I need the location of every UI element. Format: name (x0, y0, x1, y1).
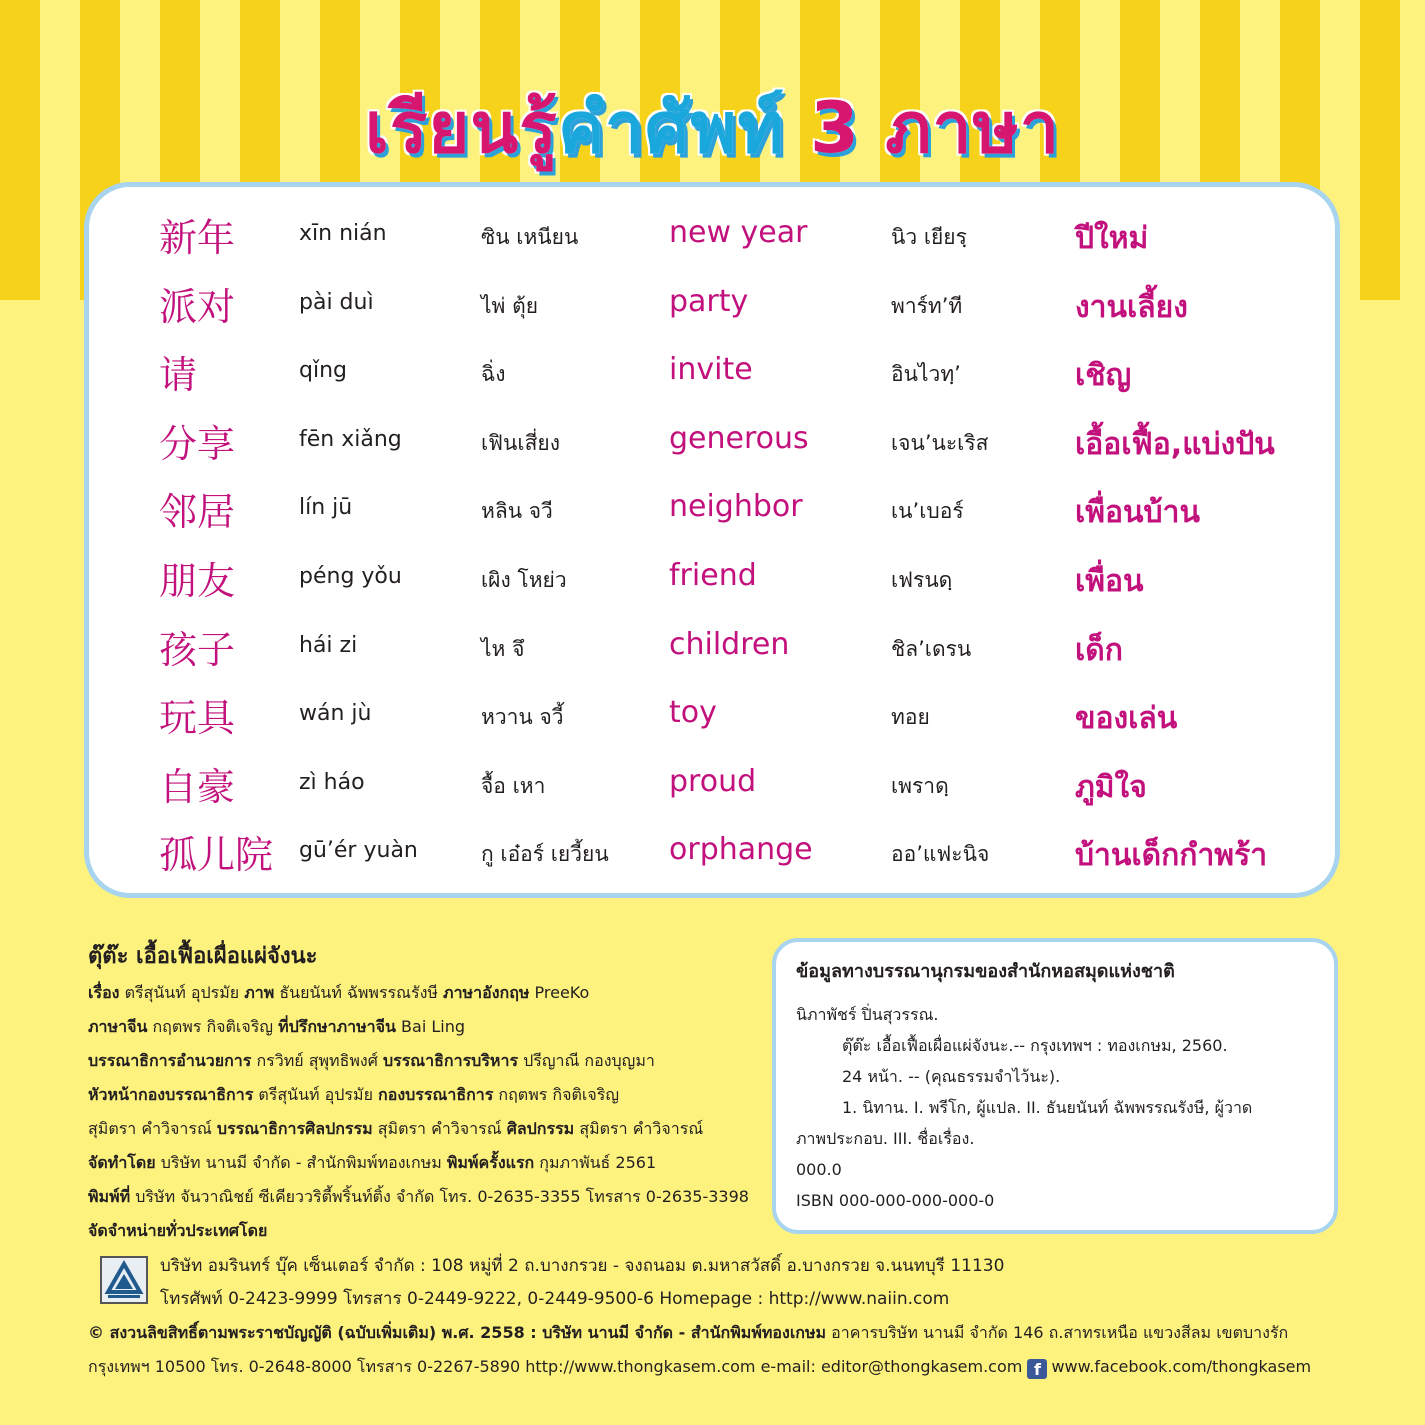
english-reading-thai: เจน’นะเริส (891, 430, 989, 455)
credit-value: สุมิตรา คำวิจารณ์ (574, 1119, 704, 1138)
vocab-row (89, 824, 1335, 892)
title-part-learn: เรียนรู้ (364, 87, 558, 169)
chinese-word: 分享 (159, 421, 236, 466)
pinyin: lín jū (299, 495, 353, 521)
chinese-word: 邻居 (159, 490, 236, 535)
chinese-word: 新年 (159, 216, 236, 260)
thai-word: เพื่อนบ้าน (1075, 495, 1200, 531)
title-part-languages: 3 ภาษา (784, 87, 1061, 169)
chinese-reading-thai: กู เอ๋อร์ เยวี้ยน (481, 842, 609, 867)
credit-label: บรรณาธิการบริหาร (382, 1051, 519, 1070)
thai-word: เอื้อเฟื้อ,แบ่งปัน (1075, 426, 1275, 462)
english-reading-thai: อินไวทฺ’ (891, 362, 961, 387)
chinese-reading-thai: ไห จึ (481, 636, 525, 661)
chinese-reading-thai: ไพ่ ตุ้ย (481, 293, 539, 318)
credit-label: ภาษาอังกฤษ (443, 983, 530, 1002)
thai-word: บ้านเด็กกำพร้า (1075, 838, 1268, 874)
credit-value: ธันยนันท์ ฉัพพรรณรังษี (274, 983, 444, 1002)
vocab-row (89, 276, 1335, 344)
chinese-word: 孩子 (159, 627, 236, 672)
chinese-word: 孤儿院 (159, 833, 274, 878)
credit-label: ภาษาจีน (88, 1017, 148, 1036)
credit-label: กองบรรณาธิการ (378, 1085, 494, 1104)
english-reading-thai: เน’เบอร์ (891, 499, 964, 524)
english-reading-thai: ชิล’เดรน (891, 636, 972, 661)
credit-line (88, 1146, 768, 1180)
credit-value: Bai Ling (395, 1017, 466, 1036)
english-word: party (669, 283, 749, 319)
title-part-vocab: คำศัพท์ (557, 87, 785, 169)
contact-line (88, 1350, 1348, 1384)
english-word: orphange (669, 832, 813, 868)
catalog-title: ข้อมูลทางบรรณานุกรมของสำนักหอสมุดแห่งชาติ (796, 961, 1175, 982)
vocab-row (89, 344, 1335, 412)
english-reading-thai: นิว เยียรฺ (891, 225, 967, 249)
credit-value: บริษัท จันวาณิชย์ ซีเคียววริตี้พริ้นท์ติ้ง จำกัด โทร. 0-2635-3355 โทรสาร 0-2635-3398 (130, 1187, 749, 1206)
vocab-row (89, 550, 1335, 618)
chinese-reading-thai: หลิน จวี (481, 499, 553, 524)
credit-value: กฤตพร กิจติเจริญ (493, 1085, 619, 1104)
credit-value: สุมิตรา คำวิจารณ์ (88, 1119, 217, 1138)
vocab-row (89, 207, 1335, 275)
credit-line (88, 1044, 768, 1078)
credit-value: ตรีสุนันท์ อุปรมัย (119, 983, 245, 1002)
catalog-line: ตุ๊ต๊ะ เอื้อเฟื้อเผื่อแผ่จังนะ.-- กรุงเทพฯ : ทองเกษม, 2560. (842, 1036, 1228, 1055)
credit-label: พิมพ์ครั้งแรก (446, 1153, 535, 1172)
chinese-word: 自豪 (159, 764, 236, 809)
credit-label: หัวหน้ากองบรรณาธิการ (88, 1085, 254, 1104)
vocab-row (89, 481, 1335, 549)
credit-label: จัดจำหน่ายทั่วประเทศโดย (88, 1221, 268, 1240)
english-reading-thai: ออ’แฟะนิจ (891, 842, 990, 867)
facebook-icon: f (1027, 1359, 1047, 1379)
credit-value: PreeKo (529, 983, 590, 1002)
facebook-link[interactable]: www.facebook.com/thongkasem (1051, 1357, 1312, 1376)
credits-block (88, 940, 768, 1248)
pinyin: hái zi (299, 632, 358, 658)
thai-word: เชิญ (1075, 358, 1132, 394)
chinese-word: 请 (159, 353, 198, 398)
chinese-reading-thai: เผิง โหย่ว (481, 568, 567, 592)
catalog-author: นิภาพัชร์ ปิ่นสุวรรณ. (796, 1005, 939, 1024)
credit-label: เรื่อง (88, 983, 120, 1002)
publisher-address: บริษัท อมรินทร์ บุ๊ค เซ็นเตอร์ จำกัด : 108 หมู่ที่ 2 ถ.บางกรวย - จงถนอม ต.มหาสวัสดิ์ อ.บางกรวย จ.นนทบุรี 11130 (160, 1256, 1005, 1276)
english-word: friend (669, 558, 757, 593)
thai-word: เด็ก (1075, 632, 1123, 668)
catalog-line: ภาพประกอบ. III. ชื่อเรื่อง. (796, 1129, 975, 1148)
vocabulary-card (84, 182, 1340, 898)
credit-lines (88, 976, 768, 1248)
credit-value: กุมภาพันธ์ 2561 (534, 1153, 657, 1172)
vocab-row (89, 413, 1335, 481)
english-reading-thai: พาร์ท’ที (891, 293, 963, 318)
credit-label: ที่ปรึกษาภาษาจีน (278, 1017, 396, 1036)
copyright-rest: อาคารบริษัท นานมี จำกัด 146 ถ.สาทรเหนือ แขวงสีลม เขตบางรัก (826, 1323, 1289, 1342)
credit-value: กรวิทย์ สุพุทธิพงศ์ (251, 1051, 383, 1070)
credit-line (88, 976, 768, 1010)
pinyin: péng yǒu (299, 564, 402, 589)
chinese-reading-thai: เฟินเสี่ยง (481, 430, 560, 455)
pinyin: fēn xiǎng (299, 426, 402, 452)
english-word: generous (669, 420, 809, 456)
credit-label: จัดทำโดย (88, 1153, 156, 1172)
chinese-reading-thai: หวาน จวี้ (481, 705, 564, 730)
chinese-word: 朋友 (159, 559, 236, 603)
copyright-line (88, 1316, 1348, 1350)
thai-word: ของเล่น (1075, 701, 1178, 737)
credit-line (88, 1214, 768, 1248)
book-title: ตุ๊ต๊ะ เอื้อเฟื้อเผื่อแผ่จังนะ (88, 944, 318, 969)
english-word: neighbor (669, 489, 803, 525)
english-word: toy (669, 695, 717, 731)
english-word: new year (669, 215, 808, 250)
thai-word: ภูมิใจ (1075, 769, 1147, 805)
catalog-classno: 000.0 (796, 1160, 842, 1179)
pinyin: zì háo (299, 769, 365, 795)
credit-line (88, 1010, 768, 1044)
pinyin: wán jù (299, 701, 372, 727)
credit-label: ภาพ (244, 983, 275, 1002)
contact-text: กรุงเทพฯ 10500 โทร. 0-2648-8000 โทรสาร 0-2267-5890 http://www.thongkasem.com e-mail: editor@thongkasem.com (88, 1357, 1028, 1376)
catalog-box (772, 938, 1338, 1234)
vocab-row (89, 756, 1335, 824)
pinyin: xīn nián (299, 221, 387, 246)
pinyin: gū’ér yuàn (299, 838, 418, 864)
pinyin: qǐng (299, 358, 347, 384)
credit-value: กฤตพร กิจติเจริญ (147, 1017, 279, 1036)
english-word: invite (669, 352, 753, 388)
catalog-isbn: ISBN 000-000-000-000-0 (796, 1191, 995, 1210)
chinese-reading-thai: ซิน เหนียน (481, 225, 579, 249)
footer (88, 1316, 1348, 1384)
credit-value: บริษัท นานมี จำกัด - สำนักพิมพ์ทองเกษม (155, 1153, 447, 1172)
thai-word: ปีใหม่ (1075, 221, 1149, 256)
credit-value: ปรีญาณี กองบุญมา (518, 1051, 655, 1070)
copyright-bold: © สงวนลิขสิทธิ์ตามพระราชบัญญัติ (ฉบับเพิ่มเติม) พ.ศ. 2558 : บริษัท นานมี จำกัด - สำนักพิมพ์ทองเกษม (88, 1323, 827, 1342)
credit-value: สุมิตรา คำวิจารณ์ (372, 1119, 507, 1138)
english-reading-thai: ทอย (891, 705, 930, 730)
credit-label: พิมพ์ที่ (88, 1187, 131, 1206)
credit-value: ตรีสุนันท์ อุปรมัย (253, 1085, 379, 1104)
chinese-reading-thai: จื้อ เหา (481, 773, 546, 798)
english-word: children (669, 626, 790, 662)
credit-line (88, 1112, 768, 1146)
english-reading-thai: เพราดฺ (891, 773, 949, 798)
pinyin: pài duì (299, 289, 374, 315)
vocab-row (89, 619, 1335, 687)
thai-word: งานเลี้ยง (1075, 289, 1188, 325)
credit-line (88, 1078, 768, 1112)
page-title (0, 72, 1425, 183)
english-word: proud (669, 763, 757, 799)
credit-label: บรรณาธิการอำนวยการ (88, 1051, 252, 1070)
thai-word: เพื่อน (1075, 564, 1144, 599)
catalog-line: 24 หน้า. -- (คุณธรรมจำไว้นะ). (842, 1067, 1061, 1086)
catalog-line: 1. นิทาน. I. พรีโก, ผู้แปล. II. ธันยนันท์ ฉัพพรรณรังษี, ผู้วาด (842, 1098, 1253, 1117)
vocab-row (89, 687, 1335, 755)
chinese-word: 玩具 (159, 696, 236, 741)
publisher-contact: โทรศัพท์ 0-2423-9999 โทรสาร 0-2449-9222, 0-2449-9500-6 Homepage : http://www.naiin.com (160, 1289, 950, 1309)
credit-label: บรรณาธิการศิลปกรรม (216, 1119, 373, 1138)
chinese-reading-thai: ฉิ่ง (481, 362, 506, 387)
amarin-logo-icon (100, 1256, 148, 1304)
credit-label: ศิลปกรรม (506, 1119, 575, 1138)
english-reading-thai: เฟรนดฺ (891, 568, 953, 592)
chinese-word: 派对 (159, 284, 236, 329)
credit-line (88, 1180, 768, 1214)
